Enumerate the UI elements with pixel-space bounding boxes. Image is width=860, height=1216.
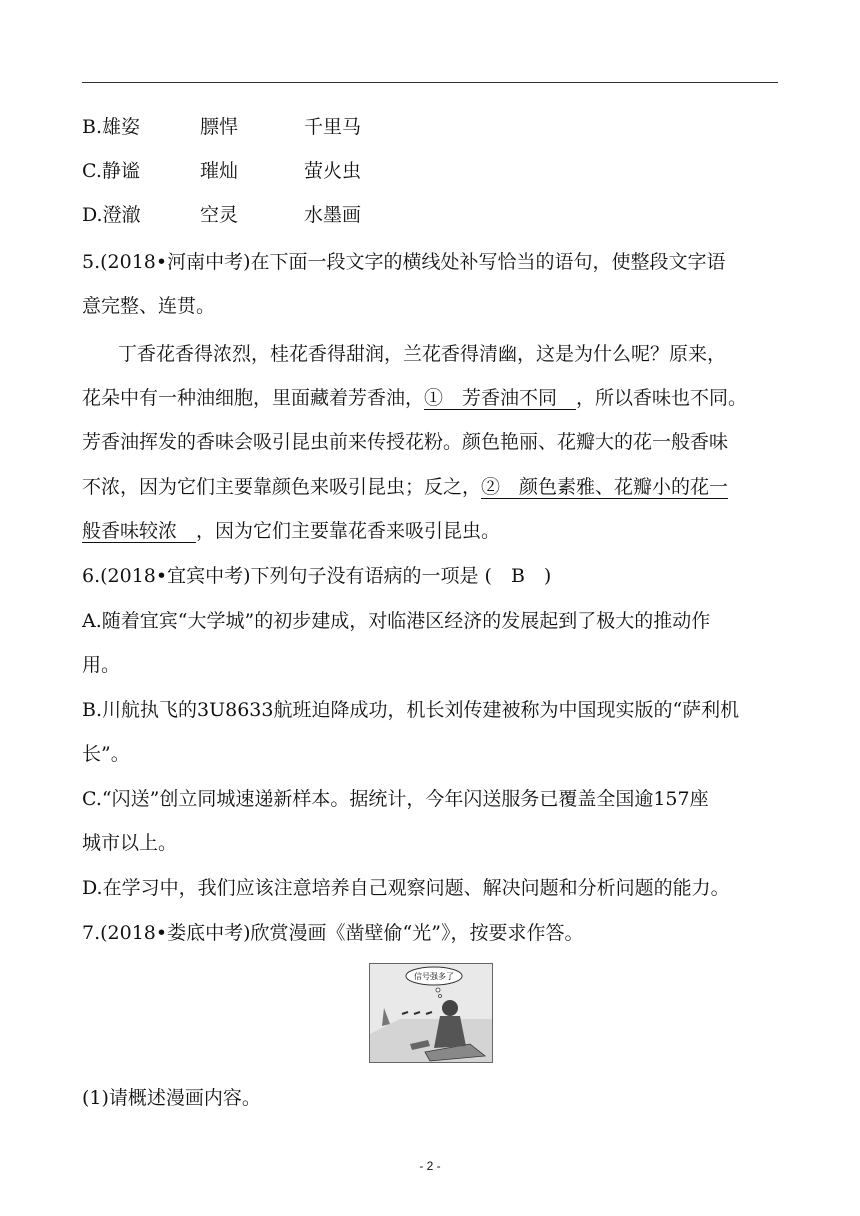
q6-option-b-line2: 长”。 bbox=[82, 743, 130, 765]
q6-stem: 6.(2018•宜宾中考)下列句子没有语病的一项是 ( B ) bbox=[82, 565, 552, 587]
cartoon-illustration bbox=[370, 964, 492, 1062]
q5-passage-line5: 般香味较浓 ，因为它们主要靠花香来吸引昆虫。 bbox=[82, 520, 501, 542]
option-b: B.雄姿 膘悍 千里马 bbox=[82, 116, 362, 138]
q6-option-c-line2: 城市以上。 bbox=[82, 832, 178, 854]
cartoon-image bbox=[369, 963, 493, 1063]
q5-passage-line2: 花朵中有一种油细胞，里面藏着芳香油，① 芳香油不同 ，所以香味也不同。 bbox=[82, 387, 748, 409]
q6-option-b-line1: B.川航执飞的3U8633航班迫降成功，机长刘传建被称为中国现实版的“萨利机 bbox=[82, 699, 740, 721]
cartoon-speech-text: 信号强多了 bbox=[414, 972, 454, 981]
option-c: C.静谧 璀灿 萤火虫 bbox=[82, 160, 362, 182]
q6-option-c-line1: C.“闪送”创立同城速递新样本。据统计，今年闪送服务已覆盖全国逾157座 bbox=[82, 788, 709, 810]
q6-option-a-line2: 用。 bbox=[82, 654, 121, 676]
q5-stem-line1: 5.(2018•河南中考)在下面一段文字的横线处补写恰当的语句，使整段文字语 bbox=[82, 251, 726, 273]
option-d: D.澄澈 空灵 水墨画 bbox=[82, 204, 362, 226]
q6-option-a-line1: A.随着宜宾“大学城”的初步建成，对临港区经济的发展起到了极大的推动作 bbox=[82, 610, 711, 632]
answer-1: ① 芳香油不同 bbox=[424, 387, 577, 409]
q6-option-d: D.在学习中，我们应该注意培养自己观察问题、解决问题和分析问题的能力。 bbox=[82, 877, 730, 899]
q5-stem-line2: 意完整、连贯。 bbox=[82, 295, 216, 317]
page-number: - 2 - bbox=[419, 1159, 441, 1173]
answer-2: ② 颜色素雅、花瓣小的花一 bbox=[481, 476, 729, 498]
q5-passage-line4: 不浓，因为它们主要靠颜色来吸引昆虫；反之，② 颜色素雅、花瓣小的花一 bbox=[82, 476, 729, 498]
q5-passage-line3: 芳香油挥发的香味会吸引昆虫前来传授花粉。颜色艳丽、花瓣大的花一般香味 bbox=[82, 431, 729, 453]
answer-2-cont: 般香味较浓 bbox=[82, 520, 197, 542]
q5-passage-line1: 丁香花香得浓烈，桂花香得甜润，兰花香得清幽，这是为什么呢？原来， bbox=[118, 343, 727, 365]
header-rule bbox=[82, 82, 778, 83]
q7-sub1: (1)请概述漫画内容。 bbox=[82, 1087, 261, 1109]
q7-stem: 7.(2018•娄底中考)欣赏漫画《凿壁偷“光”》，按要求作答。 bbox=[82, 922, 584, 944]
